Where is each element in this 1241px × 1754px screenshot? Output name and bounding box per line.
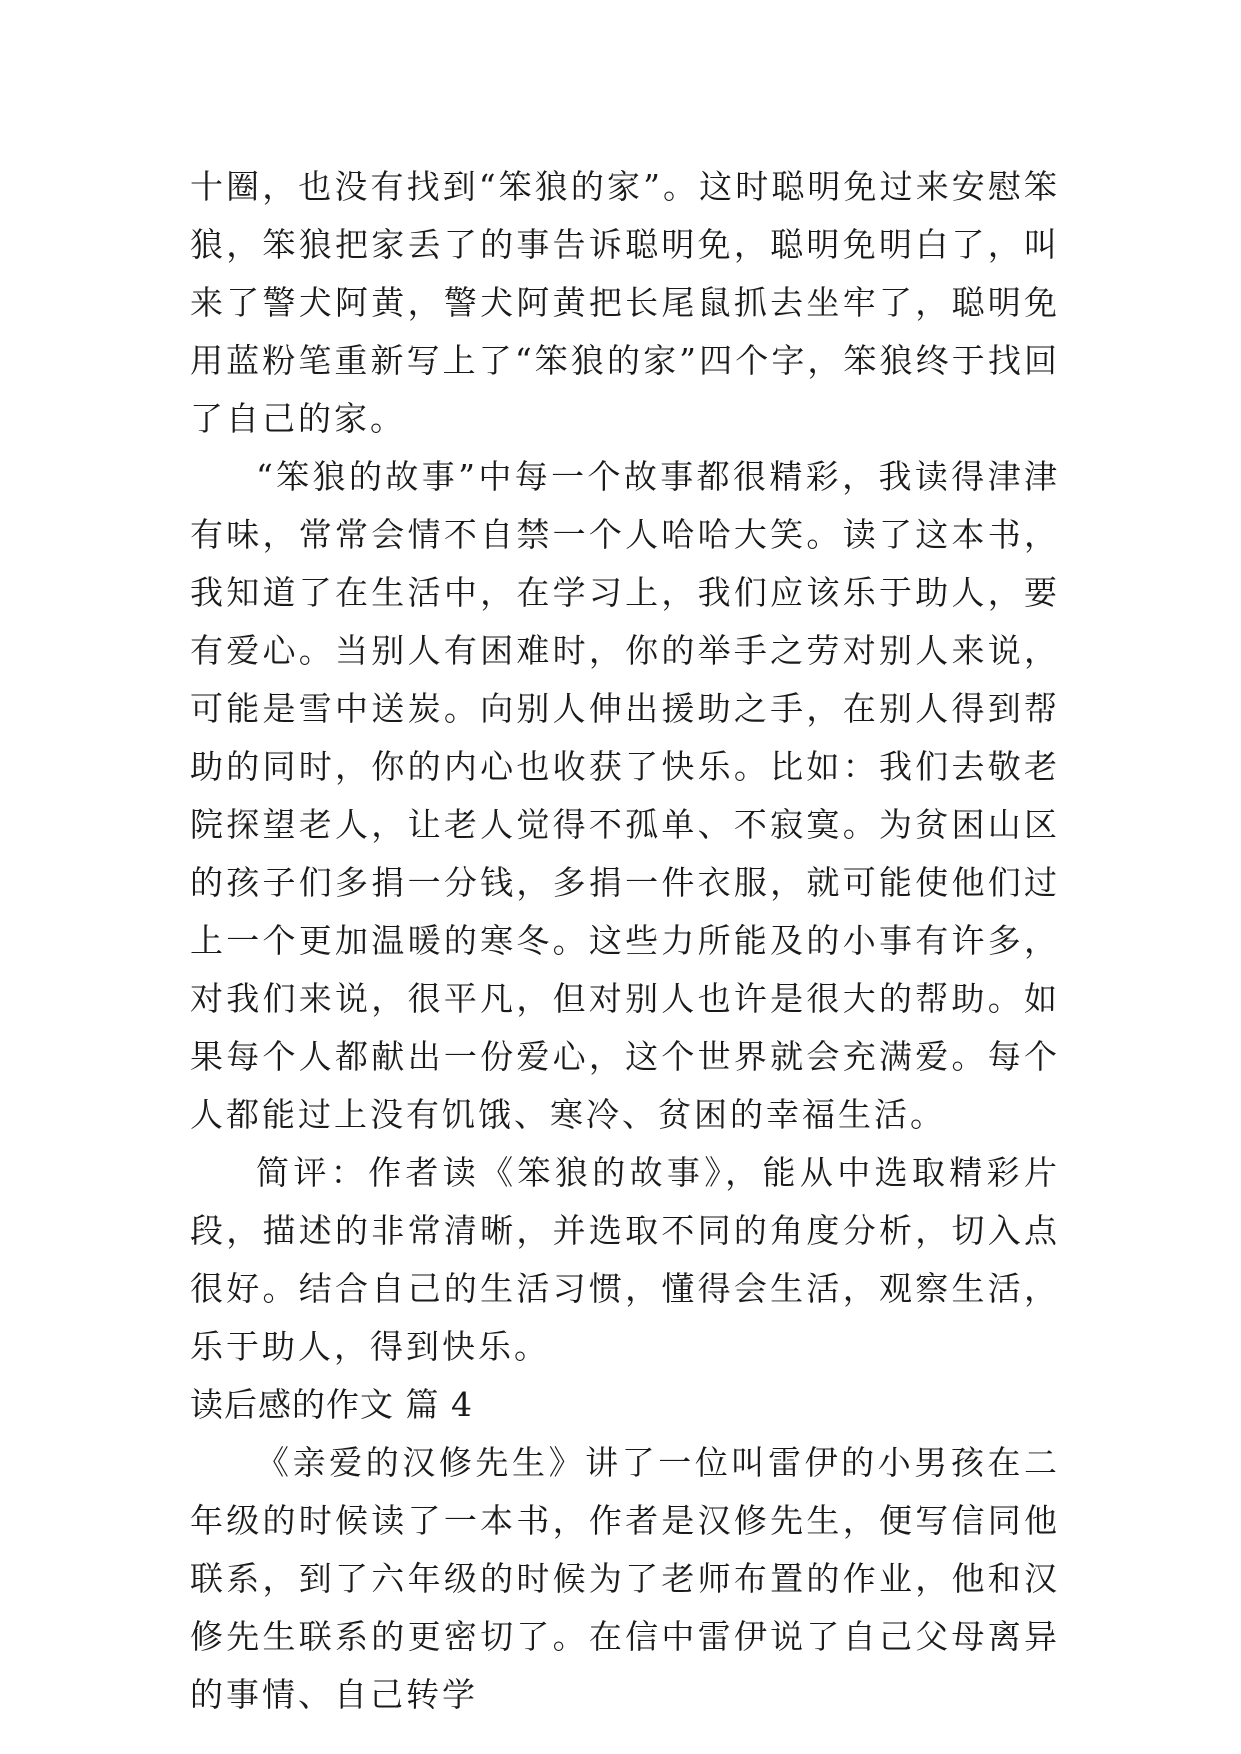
document-body: [190, 158, 1060, 1724]
paragraph-review: 简评：作者读《笨狼的故事》，能从中选取精彩片段，描述的非常清晰，并选取不同的角度分析，切入点很好。结合自己的生活习惯，懂得会生活，观察生活，乐于助人，得到快乐。: [190, 1153, 1060, 1366]
paragraph-section-4-intro: 《亲爱的汉修先生》讲了一位叫雷伊的小男孩在二年级的时候读了一本书，作者是汉修先生，便写信同他联系，到了六年级的时候为了老师布置的作业，他和汉修先生联系的更密切了。在信中雷伊说了自己父母离异的事情、自己转学: [190, 1443, 1060, 1714]
section-heading: 读后感的作文 篇 4: [190, 1385, 473, 1424]
paragraph-continuation: 十圈，也没有找到“笨狼的家”。这时聪明免过来安慰笨狼，笨狼把家丢了的事告诉聪明免，聪明免明白了，叫来了警犬阿黄，警犬阿黄把长尾鼠抓去坐牢了，聪明免用蓝粉笔重新写上了“笨狼的家”四个字，笨狼终于找回了自己的家。: [190, 167, 1060, 438]
paragraph-reflection: “笨狼的故事”中每一个故事都很精彩，我读得津津有味，常常会情不自禁一个人哈哈大笑。读了这本书，我知道了在生活中，在学习上，我们应该乐于助人，要有爱心。当别人有困难时，你的举手之劳对别人来说，可能是雪中送炭。向别人伸出援助之手，在别人得到帮助的同时，你的内心也收获了快乐。比如：我们去敬老院探望老人，让老人觉得不孤单、不寂寞。为贫困山区的孩子们多捐一分钱，多捐一件衣服，就可能使他们过上一个更加温暖的寒冬。这些力所能及的小事有许多，对我们来说，很平凡，但对别人也许是很大的帮助。如果每个人都献出一份爱心，这个世界就会充满爱。每个人都能过上没有饥饿、寒冷、贫困的幸福生活。: [190, 457, 1060, 1134]
